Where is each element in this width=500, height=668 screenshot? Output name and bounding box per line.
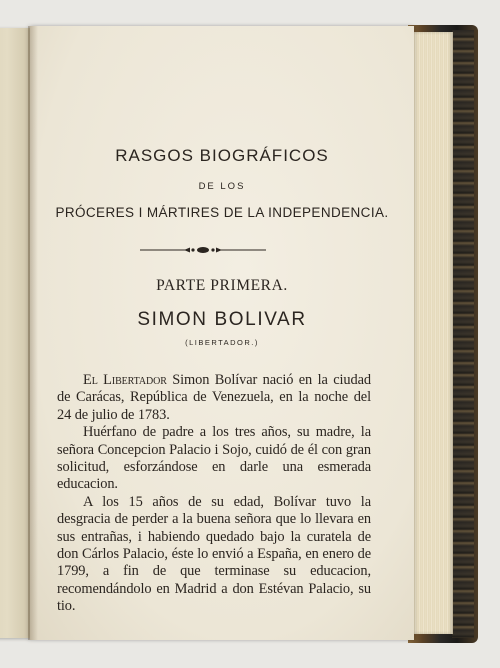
paragraph-1 [57, 372, 371, 424]
marbled-cover-edge [452, 30, 474, 638]
book-title: RASGOS BIOGRÁFICOS [115, 146, 329, 165]
paragraph-text: Huérfano de padre a los tres años, su madre, la señora Concepcion Palacio i Sojo, cuidó de él con gran solicitud, esforzándose en darle una esmerada educacion. [57, 424, 371, 493]
paragraph-text: Simon Bolívar nació en la ciudad de Carácas, República de Venezuela, en la noche del 24 de julio de 1783. [57, 372, 371, 423]
chapter-subtitle: (LIBERTADOR.) [185, 338, 259, 347]
book-subtitle: PRÓCERES I MÁRTIRES DE LA INDEPENDENCIA. [55, 205, 389, 220]
paragraph-2 [57, 424, 371, 494]
body-text [57, 372, 371, 616]
paragraph-text: A los 15 años de su edad, Bolívar tuvo la desgracia de perder a la buena señora que lo llevara en sus entrañas, i habiendo quedado bajo la curatela de don Cárlos Palacio, éste lo envió a España, en enero de 1799, a fin de que terminase su educacion, recomendándolo en Madrid a don Estévan Palacio, su tio. [57, 493, 371, 615]
part-heading: PARTE PRIMERA. [156, 277, 288, 294]
book-subtitle-small: DE LOS [198, 181, 246, 192]
ornament-divider [138, 244, 268, 256]
chapter-title: SIMON BOLIVAR [137, 309, 307, 330]
page-gutter-shadow [28, 26, 38, 640]
paragraph-3 [57, 494, 371, 616]
paragraph-lead: El Libertador [83, 372, 167, 388]
